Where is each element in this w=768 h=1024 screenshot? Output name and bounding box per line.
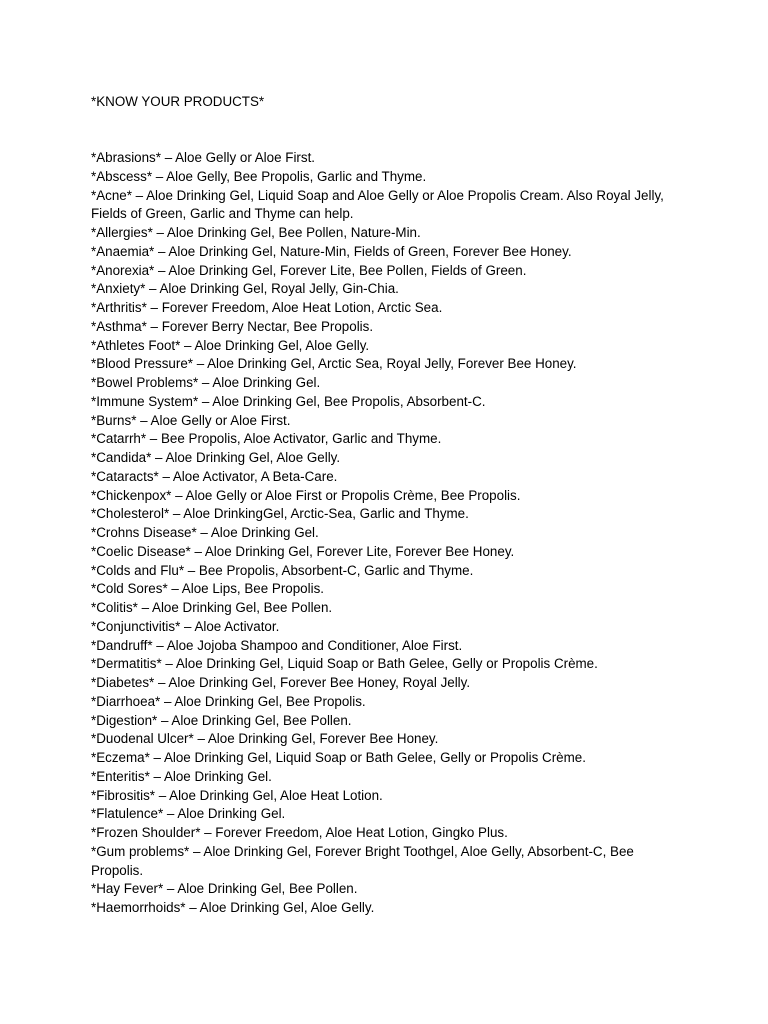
list-item: *Bowel Problems* – Aloe Drinking Gel. (91, 375, 321, 390)
list-item: *Fibrositis* – Aloe Drinking Gel, Aloe Heat Lotion. (91, 787, 383, 803)
list-item: *Conjunctivitis* – Aloe Activator. (91, 618, 280, 634)
list-item: *Colds and Flu* – Bee Propolis, Absorbent-C, Garlic and Thyme. (91, 562, 474, 578)
list-item: *Dermatitis* – Aloe Drinking Gel, Liquid Soap or Bath Gelee, Gelly or Propolis Crème. (91, 656, 598, 672)
list-item: *Dandruff* – Aloe Jojoba Shampoo and Conditioner, Aloe First. (91, 637, 463, 653)
list-item: *Abrasions* – Aloe Gelly or Aloe First. (91, 150, 316, 165)
list-item: *Abscess* – Aloe Gelly, Bee Propolis, Garlic and Thyme. (91, 168, 427, 184)
list-item: *Anorexia* – Aloe Drinking Gel, Forever Lite, Bee Pollen, Fields of Green. (91, 262, 527, 278)
list-item: *Anxiety* – Aloe Drinking Gel, Royal Jelly, Gin-Chia. (91, 281, 399, 297)
list-item: *Diabetes* – Aloe Drinking Gel, Forever Bee Honey, Royal Jelly. (91, 675, 471, 690)
list-item: *Gum problems* – Aloe Drinking Gel, Forever Bright Toothgel, Aloe Gelly, Absorbent-C, Bee Propolis. (91, 843, 634, 878)
list-item: *Arthritis* – Forever Freedom, Aloe Heat Lotion, Arctic Sea. (91, 300, 443, 315)
list-item: *Frozen Shoulder* – Forever Freedom, Aloe Heat Lotion, Gingko Plus. (91, 825, 508, 840)
list-item: *Flatulence* – Aloe Drinking Gel. (91, 806, 286, 822)
document-title: *KNOW YOUR PRODUCTS* (91, 94, 265, 109)
list-item: *Colitis* – Aloe Drinking Gel, Bee Pollen. (91, 600, 333, 615)
list-item: *Crohns Disease* – Aloe Drinking Gel. (91, 525, 319, 540)
list-item: *Immune System* – Aloe Drinking Gel, Bee Propolis, Absorbent-C. (91, 393, 486, 409)
list-item: *Enteritis* – Aloe Drinking Gel. (91, 768, 272, 784)
list-item: *Burns* – Aloe Gelly or Aloe First. (91, 412, 291, 428)
product-list (91, 149, 671, 918)
list-item: *Asthma* – Forever Berry Nectar, Bee Propolis. (91, 318, 374, 334)
list-item: *Eczema* – Aloe Drinking Gel, Liquid Soap or Bath Gelee, Gelly or Propolis Crème. (91, 750, 586, 765)
list-item: *Anaemia* – Aloe Drinking Gel, Nature-Min, Fields of Green, Forever Bee Honey. (91, 243, 572, 259)
list-item: *Duodenal Ulcer* – Aloe Drinking Gel, Forever Bee Honey. (91, 731, 439, 747)
list-item: *Athletes Foot* – Aloe Drinking Gel, Aloe Gelly. (91, 337, 370, 353)
list-item: *Hay Fever* – Aloe Drinking Gel, Bee Pollen. (91, 881, 358, 897)
list-item: *Blood Pressure* – Aloe Drinking Gel, Arctic Sea, Royal Jelly, Forever Bee Honey. (91, 356, 577, 372)
list-item: *Catarrh* – Bee Propolis, Aloe Activator, Garlic and Thyme. (91, 431, 442, 447)
list-item: *Cataracts* – Aloe Activator, A Beta-Care. (91, 468, 338, 484)
list-item: *Candida* – Aloe Drinking Gel, Aloe Gelly. (91, 450, 341, 465)
list-item: *Chickenpox* – Aloe Gelly or Aloe First or Propolis Crème, Bee Propolis. (91, 487, 521, 503)
list-item: *Cholesterol* – Aloe DrinkingGel, Arctic-Sea, Garlic and Thyme. (91, 506, 469, 522)
list-item: *Coelic Disease* – Aloe Drinking Gel, Forever Lite, Forever Bee Honey. (91, 543, 515, 559)
list-item: *Allergies* – Aloe Drinking Gel, Bee Pollen, Nature-Min. (91, 225, 421, 240)
list-item: *Cold Sores* – Aloe Lips, Bee Propolis. (91, 581, 324, 597)
list-item: *Acne* – Aloe Drinking Gel, Liquid Soap and Aloe Gelly or Aloe Propolis Cream. Also Royal Jelly, Fields of Green, Garlic and Thyme can help. (91, 187, 664, 222)
list-item: *Haemorrhoids* – Aloe Drinking Gel, Aloe Gelly. (91, 900, 375, 915)
list-item: *Diarrhoea* – Aloe Drinking Gel, Bee Propolis. (91, 693, 366, 709)
list-item: *Digestion* – Aloe Drinking Gel, Bee Pollen. (91, 712, 352, 728)
